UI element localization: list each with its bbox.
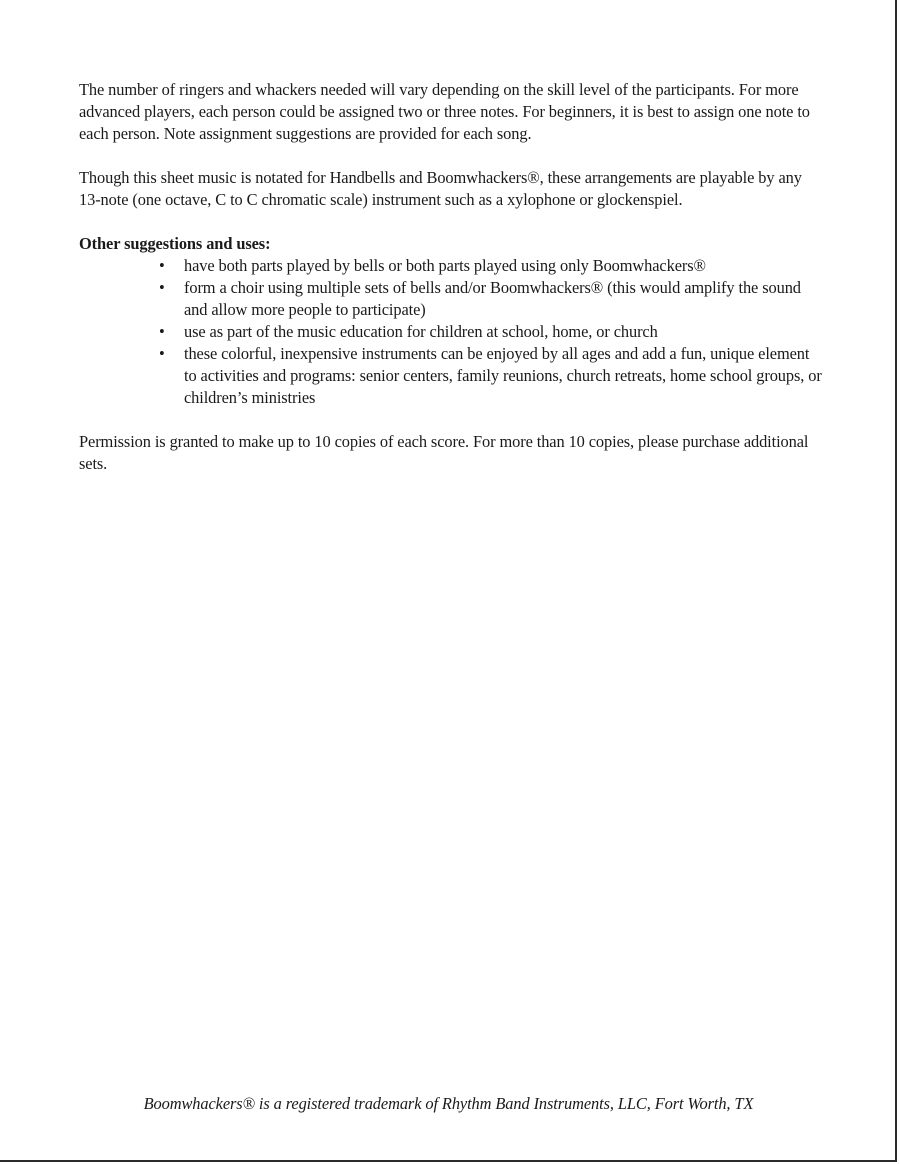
bullet-icon: • [159,344,165,363]
ringers-paragraph: The number of ringers and whackers needed will vary depending on the skill level of the participants. For more advanced players, each person could be assigned two or three notes. For beginners, it is best to assign one note to each person. Note assignment suggestions are provided for each song. [79,80,810,143]
list-item-text: form a choir using multiple sets of bells and/or Boomwhackers® (this would amplify the sound and allow more people to participate) [184,278,801,319]
bullet-icon: • [159,278,165,297]
instruments-paragraph: Though this sheet music is notated for Handbells and Boomwhackers®, these arrangements are playable by any 13-note (one octave, C to C chromatic scale) instrument such as a xylophone or glockenspiel. [79,168,802,209]
suggestions-list [79,255,824,409]
bullet-icon: • [159,322,165,341]
page-content [79,79,824,497]
suggestions-heading: Other suggestions and uses: [79,234,271,253]
list-item-text: use as part of the music education for children at school, home, or church [184,322,658,341]
list-item-text: have both parts played by bells or both parts played using only Boomwhackers® [184,256,706,275]
list-item [159,343,824,409]
bullet-icon: • [159,256,165,275]
trademark-footer: Boomwhackers® is a registered trademark of Rhythm Band Instruments, LLC, Fort Worth, TX [143,1094,754,1113]
list-item [159,277,824,321]
list-item [159,255,824,277]
permission-paragraph: Permission is granted to make up to 10 copies of each score. For more than 10 copies, please purchase additional sets. [79,432,809,473]
list-item [159,321,824,343]
list-item-text: these colorful, inexpensive instruments can be enjoyed by all ages and add a fun, unique element to activities and programs: senior centers, family reunions, church retreats, home school groups, or children’s ministries [184,344,822,407]
